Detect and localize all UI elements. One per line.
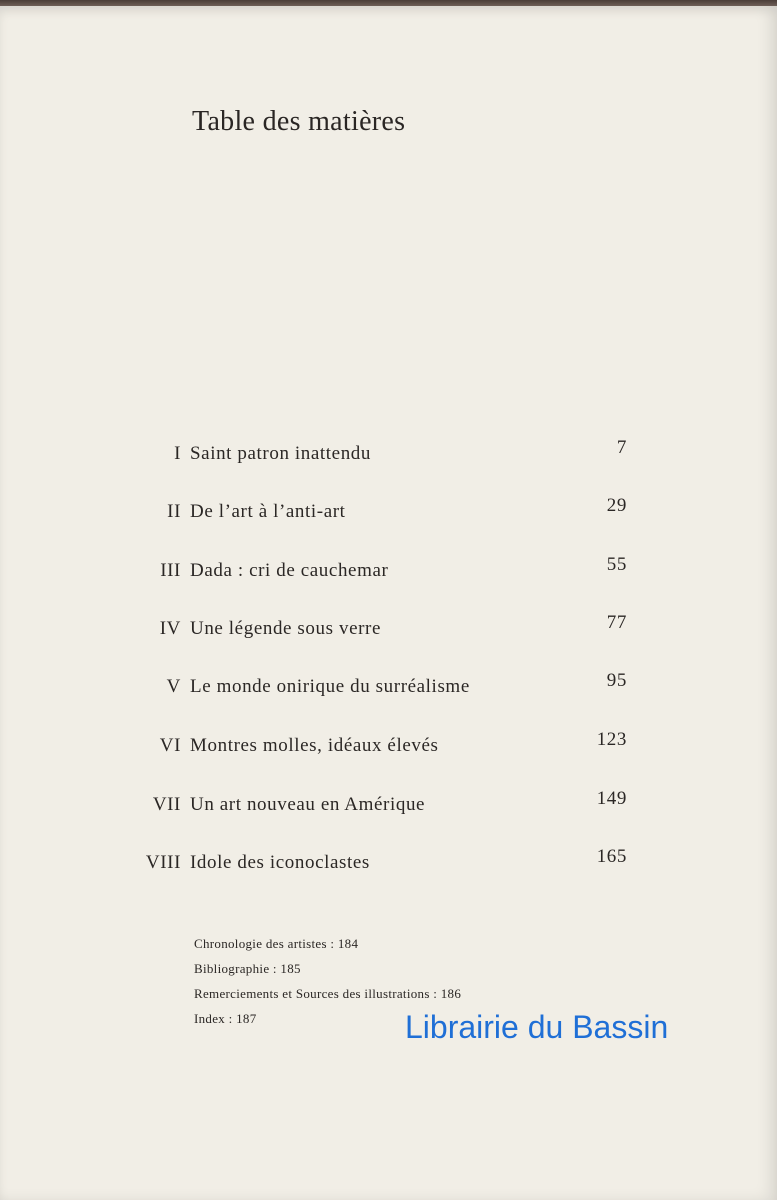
toc-entry — [0, 729, 777, 765]
chapter-number: VI — [159, 735, 181, 756]
chapter-page: 29 — [606, 495, 627, 516]
chapter-title: Une légende sous verre — [190, 618, 381, 639]
back-matter-item: Remerciements et Sources des illustrations : 186 — [194, 986, 462, 1001]
chapter-page: 77 — [606, 612, 627, 633]
chapter-page: 165 — [596, 846, 627, 867]
page-title: Table des matières — [192, 106, 406, 137]
chapter-number: V — [166, 676, 181, 697]
chapter-number: I — [174, 443, 181, 464]
back-matter-item: Chronologie des artistes : 184 — [194, 936, 359, 951]
chapter-title: Dada : cri de cauchemar — [190, 560, 389, 581]
chapter-number: VIII — [145, 852, 181, 873]
toc-entry — [0, 788, 777, 824]
chapter-title: Le monde onirique du surréalisme — [190, 676, 470, 697]
chapter-number: IV — [159, 618, 181, 639]
toc-entry — [0, 846, 777, 882]
toc-entry — [0, 670, 777, 706]
back-matter-item: Bibliographie : 185 — [194, 961, 301, 976]
chapter-page: 95 — [606, 670, 627, 691]
toc-entry — [0, 554, 777, 590]
chapter-number: VII — [152, 794, 181, 815]
back-matter-item: Index : 187 — [194, 1011, 257, 1026]
chapter-page: 149 — [596, 788, 627, 809]
toc-entry — [0, 612, 777, 648]
chapter-title: Idole des iconoclastes — [190, 852, 370, 873]
toc-entry — [0, 437, 777, 473]
chapter-title: Un art nouveau en Amérique — [190, 794, 426, 815]
watermark: Librairie du Bassin — [405, 1009, 669, 1045]
chapter-title: Montres molles, idéaux élevés — [190, 735, 439, 756]
chapter-number: II — [167, 501, 181, 522]
chapter-page: 7 — [616, 437, 627, 458]
chapter-number: III — [160, 560, 181, 581]
toc-entry — [0, 495, 777, 531]
book-page — [0, 6, 777, 1200]
chapter-title: De l’art à l’anti-art — [190, 501, 346, 522]
chapter-title: Saint patron inattendu — [190, 443, 371, 464]
chapter-page: 55 — [606, 554, 627, 575]
chapter-page: 123 — [596, 729, 627, 750]
